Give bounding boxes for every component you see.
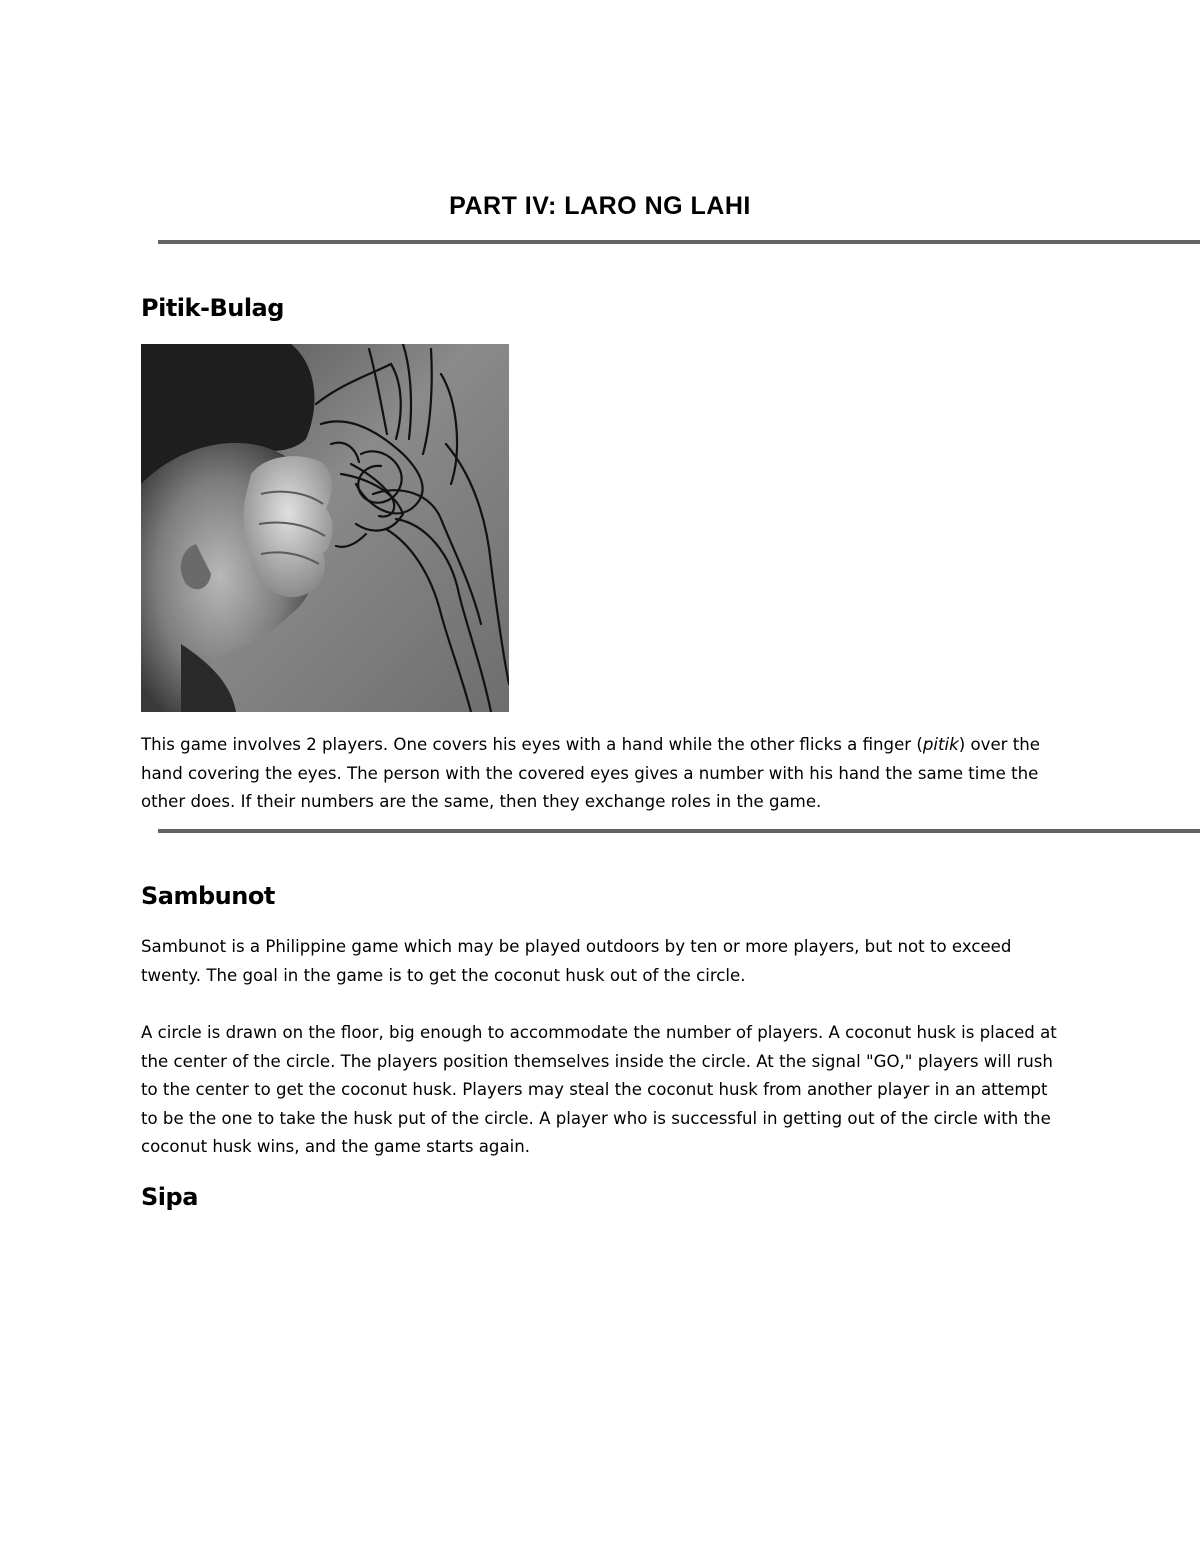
sambunot-paragraph-1: Sambunot is a Philippine game which may be played outdoors by ten or more players, but not to exceed twenty. The goal in the game is to get the coconut husk out of the circle. — [141, 937, 1012, 985]
pitik-bulag-illustration — [141, 344, 509, 712]
page-title: PART IV: LARO NG LAHI — [449, 192, 751, 220]
sambunot-paragraph-2: A circle is drawn on the floor, big enough to accommodate the number of players. A coconut husk is placed at the center of the circle. The players position themselves inside the circle. At the signal "GO," players will rush to the center to get the coconut husk. Players may steal the coconut husk from another player in an attempt to be the one to take the husk put of the circle. A player who is successful in getting out of the circle with the coconut husk wins, and the game starts again. — [141, 1023, 1057, 1157]
sipa-heading: Sipa — [141, 1183, 198, 1211]
title-divider — [158, 240, 1200, 244]
pitik-bulag-heading: Pitik-Bulag — [141, 294, 284, 322]
pitik-term: pitik — [922, 735, 959, 754]
pitik-bulag-text-end: ) over the hand covering the eyes. The person with the covered eyes gives a number with his hand the same time the other does. If their numbers are the same, then they exchange roles in the game. — [141, 735, 1040, 812]
section-divider — [158, 829, 1200, 833]
pitik-bulag-description — [141, 731, 1061, 817]
pitik-bulag-text-start: This game involves 2 players. One covers his eyes with a hand while the other flicks a finger ( — [141, 735, 923, 754]
sambunot-heading: Sambunot — [141, 882, 275, 910]
